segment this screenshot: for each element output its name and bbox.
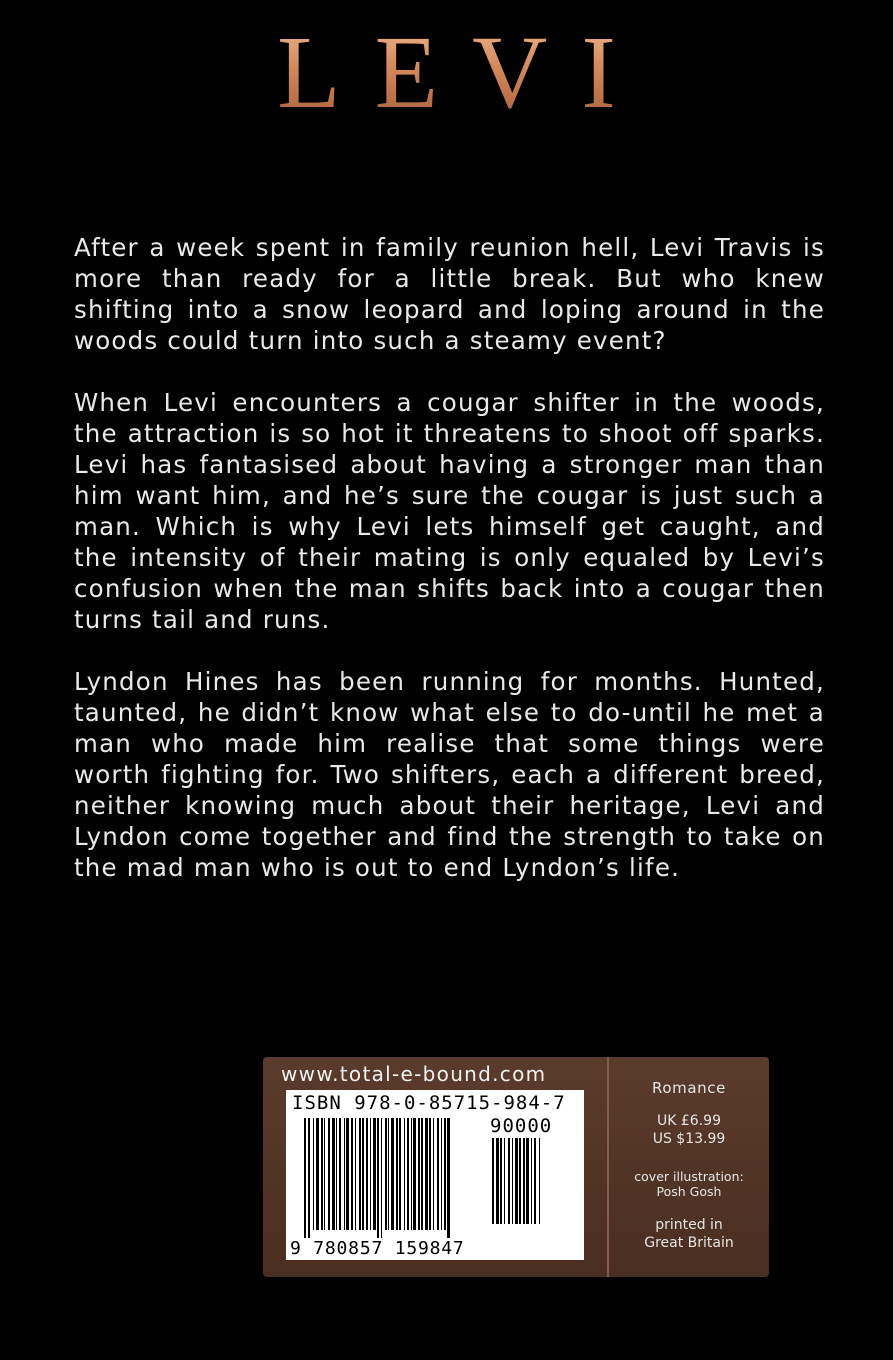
barcode-bars	[304, 1118, 486, 1238]
isbn-number: ISBN 978-0-85715-984-7	[292, 1092, 566, 1114]
barcode-card	[286, 1090, 584, 1260]
cover-illustration-label: cover illustration:	[634, 1169, 744, 1184]
price-uk: UK £6.99	[657, 1113, 721, 1129]
addon-barcode-bars	[492, 1138, 576, 1238]
printed-country: Great Britain	[644, 1235, 734, 1251]
blurb-paragraph: After a week spent in family reunion hell, Levi Travis is more than ready for a little break. But who knew shifting into a snow leopard and loping around in the woods could turn into such a steamy event?	[74, 233, 825, 355]
ean-digits: 9 780857 159847	[290, 1238, 465, 1259]
cover-illustrator: Posh Gosh	[656, 1184, 722, 1199]
back-cover-blurb	[74, 232, 825, 883]
book-title: LEVI	[0, 18, 893, 128]
printed-in-label: printed in	[655, 1217, 723, 1233]
book-info	[609, 1057, 769, 1277]
price-code: 90000	[490, 1115, 553, 1137]
genre-label: Romance	[652, 1079, 726, 1097]
blurb-paragraph: When Levi encounters a cougar shifter in the woods, the attraction is so hot it threatens to shoot off sparks. Levi has fantasised about having a stronger man than him want him, and he’s sure the cougar is just such a man. Which is why Levi lets himself get caught, and the intensity of their mating is only equaled by Levi’s confusion when the man shifts back into a cougar then turns tail and runs.	[74, 388, 825, 634]
barcode-panel	[263, 1057, 769, 1277]
publisher-url[interactable]: www.total-e-bound.com	[281, 1062, 547, 1086]
blurb-paragraph: Lyndon Hines has been running for months. Hunted, taunted, he didn’t know what else to do-until he met a man who made him realise that some things were worth fighting for. Two shifters, each a different breed, neither knowing much about their heritage, Levi and Lyndon come together and find the strength to take on the mad man who is out to end Lyndon’s life.	[74, 667, 825, 882]
price-us: US $13.99	[652, 1131, 726, 1147]
